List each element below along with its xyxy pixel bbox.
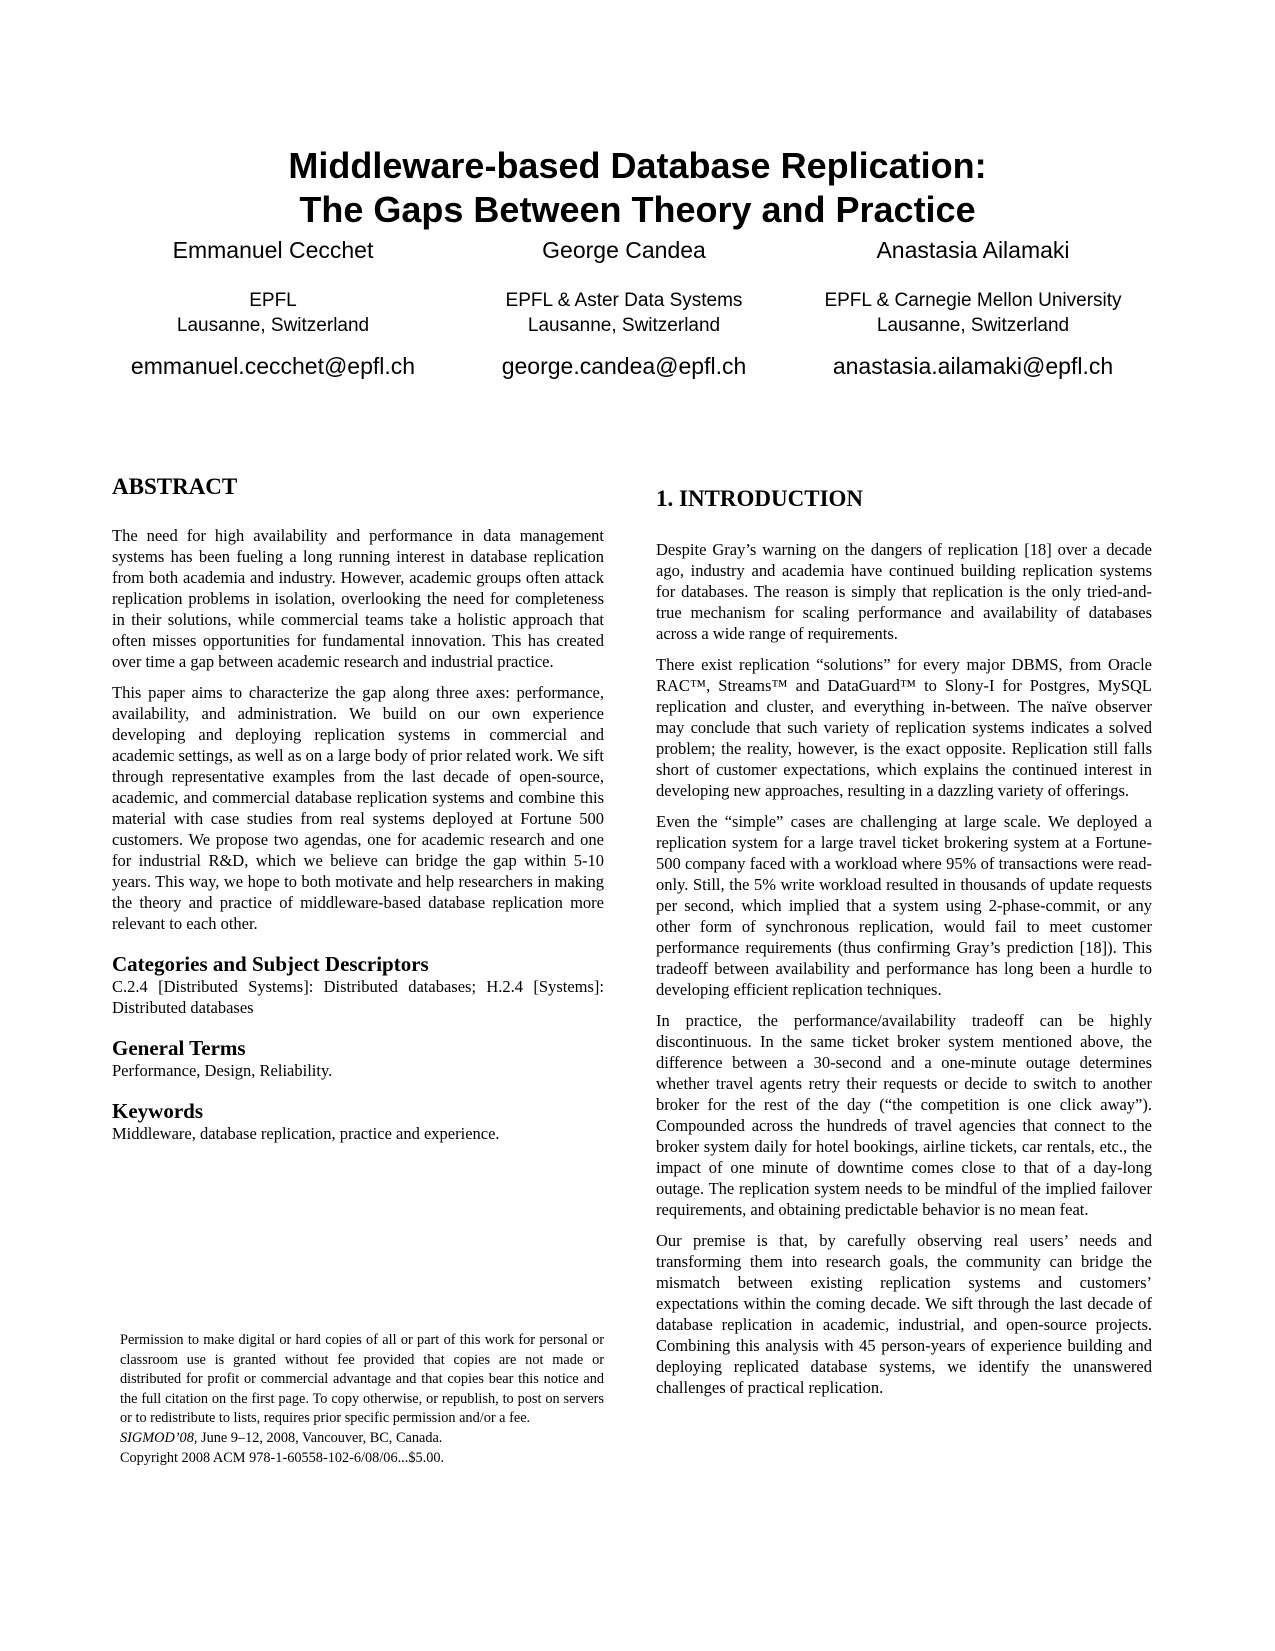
categories-heading: Categories and Subject Descriptors	[112, 952, 429, 976]
intro-paragraph-4: In practice, the performance/availability tradeoff can be highly discontinuous. In the same ticket broker system mentioned above, the difference between a 30-second and a one-minute outage determines whether travel agents retry their requests or decide to switch to another broker for the rest of the day (“the competition is one click away”). Compounded across the hundreds of travel agencies that connect to the broker system daily for hotel bookings, airline tickets, car rentals, etc., the impact of one minute of downtime comes close to that of a day-long outage. The replication system needs to be mindful of the implied failover requirements, and obtaining predictable behavior is no mean feat.	[656, 1011, 1152, 1219]
intro-paragraph-2: There exist replication “solutions” for every major DBMS, from Oracle RAC™, Streams™ and DataGuard™ to Slony-I for Postgres, MySQL replication and cluster, and everything in-between. The naïve observer may conclude that such variety of replication systems indicates a solved problem; the reality, however, is the exact opposite. Replication still falls short of customer expectations, which explains the continued interest in developing new approaches, resulting in a dazzling variety of offerings.	[656, 655, 1152, 800]
author-block-2	[463, 236, 785, 380]
categories-text: C.2.4 [Distributed Systems]: Distributed databases; H.2.4 [Systems]: Distributed databases	[112, 977, 604, 1017]
copyright-line: Copyright 2008 ACM 978-1-60558-102-6/08/06...$5.00.	[120, 1449, 445, 1466]
right-column	[656, 485, 1152, 1408]
abstract-paragraph-2: This paper aims to characterize the gap along three axes: performance, availability, and administration. We build on our own experience developing and deploying replication systems in commercial and academic settings, as well as on a large body of prior related work. We sift through representative examples from the last decade of open-source, academic, and commercial database replication systems and combine this material with case studies from real systems deployed at Fortune 500 customers. We propose two agendas, one for academic research and one for industrial R&D, which we believe can bridge the gap within 5-10 years. This way, we hope to both motivate and help researchers in making the theory and practice of middleware-based database replication more relevant to each other.	[112, 683, 604, 933]
keywords-heading: Keywords	[112, 1099, 203, 1123]
author-name: George Candea	[542, 237, 706, 263]
author-location: Lausanne, Switzerland	[176, 315, 370, 336]
venue-details: , June 9–12, 2008, Vancouver, BC, Canada.	[193, 1429, 443, 1446]
general-terms-text: Performance, Design, Reliability.	[112, 1061, 333, 1080]
left-column	[112, 473, 604, 1154]
paper-title	[0, 144, 1275, 232]
permission-text: Permission to make digital or hard copies of all or part of this work for personal or classroom use is granted without fee provided that copies are not made or distributed for profit or commercial advantage and that copies bear this notice and the full citation on the first page. To copy otherwise, or republish, to post on servers or to redistribute to lists, requires prior specific permission and/or a fee.	[120, 1332, 604, 1427]
author-email: emmanuel.cecchet@epfl.ch	[130, 353, 416, 379]
author-email: george.candea@epfl.ch	[501, 353, 747, 379]
author-affiliation: EPFL & Aster Data Systems	[505, 290, 743, 311]
general-terms-heading: General Terms	[112, 1036, 246, 1060]
venue-name: SIGMOD’08	[120, 1429, 194, 1446]
abstract-paragraph-1: The need for high availability and performance in data management systems has been fueling a long running interest in database replication from both academia and industry. However, academic groups often attack replication problems in isolation, overlooking the need for completeness in their solutions, while commercial teams take a holistic approach that often misses opportunities for fundamental innovation. This has created over time a gap between academic research and industrial practice.	[112, 526, 604, 671]
author-location: Lausanne, Switzerland	[527, 315, 721, 336]
intro-paragraph-1: Despite Gray’s warning on the dangers of replication [18] over a decade ago, industry and academia have continued building replication systems for databases. The reason is simply that replication is the only tried-and-true mechanism for scaling performance and availability of databases across a wide range of requirements.	[656, 540, 1152, 643]
author-name: Emmanuel Cecchet	[172, 237, 374, 263]
intro-paragraph-5: Our premise is that, by carefully observing real users’ needs and transforming them into research goals, the community can bridge the mismatch between existing replication systems and customers’ expectations within the coming decade. We sift through the last decade of database replication in academic, industrial, and open-source projects. Combining this analysis with 45 person-years of experience building and deploying replicated database systems, we identify the unanswered challenges of practical replication.	[656, 1231, 1152, 1397]
author-email: anastasia.ailamaki@epfl.ch	[832, 353, 1114, 379]
abstract-heading: ABSTRACT	[112, 474, 238, 499]
venue-line	[120, 1429, 604, 1449]
author-block-3	[797, 236, 1149, 380]
author-location: Lausanne, Switzerland	[876, 315, 1070, 336]
permission-notice	[120, 1331, 604, 1468]
intro-paragraph-3: Even the “simple” cases are challenging at large scale. We deployed a replication system for a large travel ticket brokering system at a Fortune-500 company faced with a workload where 95% of transactions were read-only. Still, the 5% write workload resulted in thousands of update requests per second, which implied that a system using 2-phase-commit, or any other form of synchronous replication, would fail to meet customer performance requirements (thus confirming Gray’s prediction [18]). This tradeoff between availability and performance has long been a hurdle to developing efficient replication techniques.	[656, 812, 1152, 999]
author-affiliation: EPFL & Carnegie Mellon University	[824, 290, 1122, 311]
author-block-1	[112, 236, 434, 380]
title-line-1: Middleware-based Database Replication:	[288, 145, 987, 186]
title-line-2: The Gaps Between Theory and Practice	[299, 189, 976, 230]
author-affiliation: EPFL	[249, 290, 297, 311]
author-name: Anastasia Ailamaki	[876, 237, 1070, 263]
introduction-heading: 1. INTRODUCTION	[656, 486, 864, 511]
keywords-text: Middleware, database replication, practice and experience.	[112, 1124, 500, 1143]
